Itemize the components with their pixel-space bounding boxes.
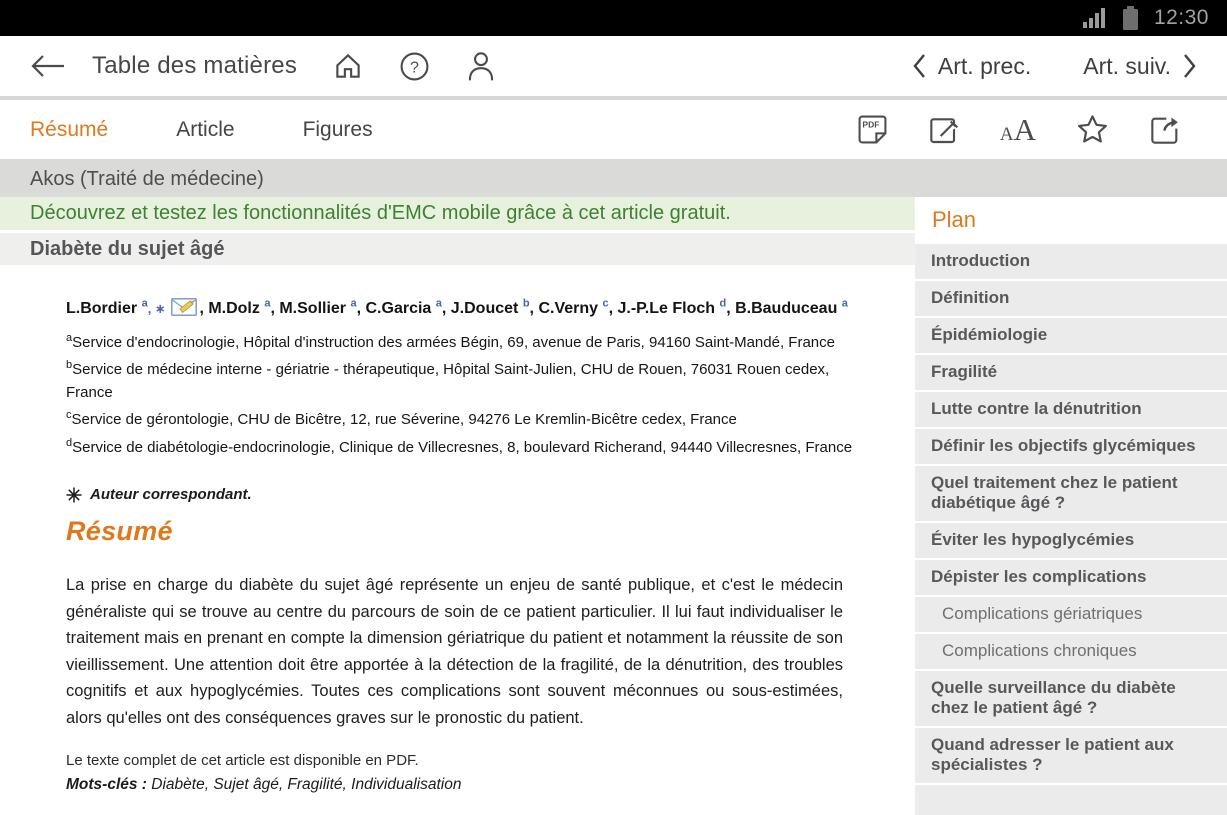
publication-bar bbox=[0, 161, 1227, 197]
battery-icon bbox=[1123, 6, 1138, 30]
favorite-star-icon[interactable] bbox=[1076, 113, 1109, 146]
plan-list bbox=[915, 244, 1227, 783]
tab[interactable]: Article bbox=[176, 117, 235, 141]
keywords-list: Diabète, Sujet âgé, Fragilité, Individualisation bbox=[151, 776, 462, 793]
annotate-icon[interactable] bbox=[928, 114, 960, 146]
author[interactable]: J.-P.Le Floch $^d$, bbox=[617, 297, 736, 317]
author[interactable]: M.Sollier $^a$, bbox=[279, 297, 366, 317]
page-title: Table des matières bbox=[92, 52, 298, 79]
promo-banner[interactable]: Découvrez et testez les fonctionnalités d'EMC mobile grâce à cet article gratuit. bbox=[0, 197, 915, 230]
tab-bar bbox=[0, 100, 1227, 161]
main-area bbox=[0, 197, 1227, 794]
author[interactable]: C.Verny $^c$, bbox=[538, 297, 618, 317]
affiliation-line: $^b$Service de médecine interne - gériatrie - thérapeutique, Hôpital Saint-Julien, CHU de Rouen, 76031 Rouen cedex, France bbox=[66, 359, 830, 401]
previous-article-button[interactable]: Art. prec. bbox=[912, 53, 1031, 80]
asterisk-icon bbox=[66, 487, 82, 503]
tab[interactable]: Résumé bbox=[30, 117, 109, 141]
help-icon[interactable] bbox=[399, 51, 430, 82]
author[interactable]: J.Doucet $^b$, bbox=[450, 297, 539, 317]
home-icon[interactable] bbox=[333, 51, 363, 81]
account-icon[interactable] bbox=[466, 50, 496, 82]
affiliation-line: $^a$Service d'endocrinologie, Hôpital d'instruction des armées Bégin, 69, avenue de Paris, 94160 Saint-Mandé, France bbox=[66, 331, 835, 351]
plan-title: Plan bbox=[915, 197, 1227, 242]
abstract-heading: Résumé bbox=[66, 516, 173, 546]
author[interactable]: M.Dolz $^a$, bbox=[208, 297, 280, 317]
article-pager bbox=[912, 53, 1197, 80]
authors-line bbox=[66, 297, 855, 317]
back-icon[interactable] bbox=[30, 53, 66, 79]
abstract-text: La prise en charge du diabète du sujet âgé représente un enjeu de santé publique, et c'est le médecin généraliste qui se trouve au centre du parcours de soin de ce patient particulier. Il lui faut individualiser le traitement mais en prenant en compte la dimension gériatrique du patient et notamment la réussite de son vieillissement. Une attention doit être apportée à la détection de la fragilité, de la dénutrition, des troubles cognitifs et aux hypoglycémies. Toutes ces complications sont souvent méconnues ou sous-estimées, alors qu'elles ont des conséquences graves sur le pronostic du patient. bbox=[66, 576, 843, 727]
svg-text:?: ? bbox=[410, 57, 420, 76]
signal-strength-icon bbox=[1083, 8, 1107, 28]
view-tabs bbox=[30, 118, 373, 142]
chevron-left-icon bbox=[912, 53, 926, 79]
correspondence-email-icon[interactable] bbox=[171, 298, 197, 316]
tab[interactable]: Figures bbox=[302, 117, 373, 141]
affiliation-line: $^d$Service de diabétologie-endocrinologie, Clinique de Villecresnes, 8, boulevard Richerand, 94440 Villecresnes, France bbox=[66, 436, 853, 456]
plan-item[interactable]: Épidémiologie bbox=[915, 318, 1227, 353]
plan-item[interactable]: Définir les objectifs glycémiques bbox=[915, 429, 1227, 464]
author[interactable]: C.Garcia $^a$, bbox=[365, 297, 451, 317]
plan-item[interactable]: Dépister les complications bbox=[915, 560, 1227, 595]
abstract-pane bbox=[0, 265, 915, 794]
corresponding-author-note: Auteur correspondant. bbox=[66, 486, 855, 503]
plan-sidebar bbox=[915, 197, 1227, 794]
plan-item[interactable]: Quel traitement chez le patient diabétique âgé ? bbox=[915, 466, 1227, 521]
plan-item[interactable]: Quand adresser le patient aux spécialistes ? bbox=[915, 728, 1227, 783]
plan-item[interactable]: Fragilité bbox=[915, 355, 1227, 390]
author[interactable]: L.Bordier $^a$, ∗ , bbox=[66, 297, 209, 317]
plan-item-partial bbox=[915, 785, 1227, 815]
plan-item[interactable]: Lutte contre la dénutrition bbox=[915, 392, 1227, 427]
affiliation-line: $^c$Service de gérontologie, CHU de Bicêtre, 12, rue Séverine, 94276 Le Kremlin-Bicêtre cedex, France bbox=[66, 409, 737, 428]
clock: 12:30 bbox=[1153, 6, 1209, 29]
top-nav-bar bbox=[0, 36, 1227, 100]
plan-item[interactable]: Introduction bbox=[915, 244, 1227, 279]
svg-text:PDF: PDF bbox=[862, 119, 880, 130]
pdf-icon[interactable] bbox=[857, 114, 888, 145]
article-toolbar bbox=[857, 113, 1197, 146]
article-content bbox=[0, 197, 915, 794]
font-size-icon[interactable]: AA bbox=[999, 112, 1036, 147]
plan-item[interactable]: Quelle surveillance du diabète chez le patient âgé ? bbox=[915, 671, 1227, 726]
status-bar bbox=[0, 0, 1227, 36]
plan-item[interactable]: Éviter les hypoglycémies bbox=[915, 523, 1227, 558]
share-icon[interactable] bbox=[1149, 114, 1181, 146]
keywords-label: Mots-clés : bbox=[66, 776, 147, 793]
next-article-button[interactable]: Art. suiv. bbox=[1083, 53, 1197, 80]
affiliations bbox=[66, 327, 855, 460]
plan-item[interactable]: Définition bbox=[915, 281, 1227, 316]
pdf-availability-note: Le texte complet de cet article est disponible en PDF. bbox=[66, 752, 419, 769]
article-title: Diabète du sujet âgé bbox=[30, 237, 225, 260]
plan-item[interactable]: Complications gériatriques bbox=[915, 597, 1227, 632]
article-title-bar bbox=[0, 233, 915, 265]
plan-item[interactable]: Complications chroniques bbox=[915, 634, 1227, 669]
publication-name: Akos (Traité de médecine) bbox=[30, 167, 264, 190]
keywords-line bbox=[66, 776, 855, 794]
author[interactable]: B.Bauduceau $^a$ bbox=[735, 297, 848, 317]
chevron-right-icon bbox=[1183, 53, 1197, 79]
